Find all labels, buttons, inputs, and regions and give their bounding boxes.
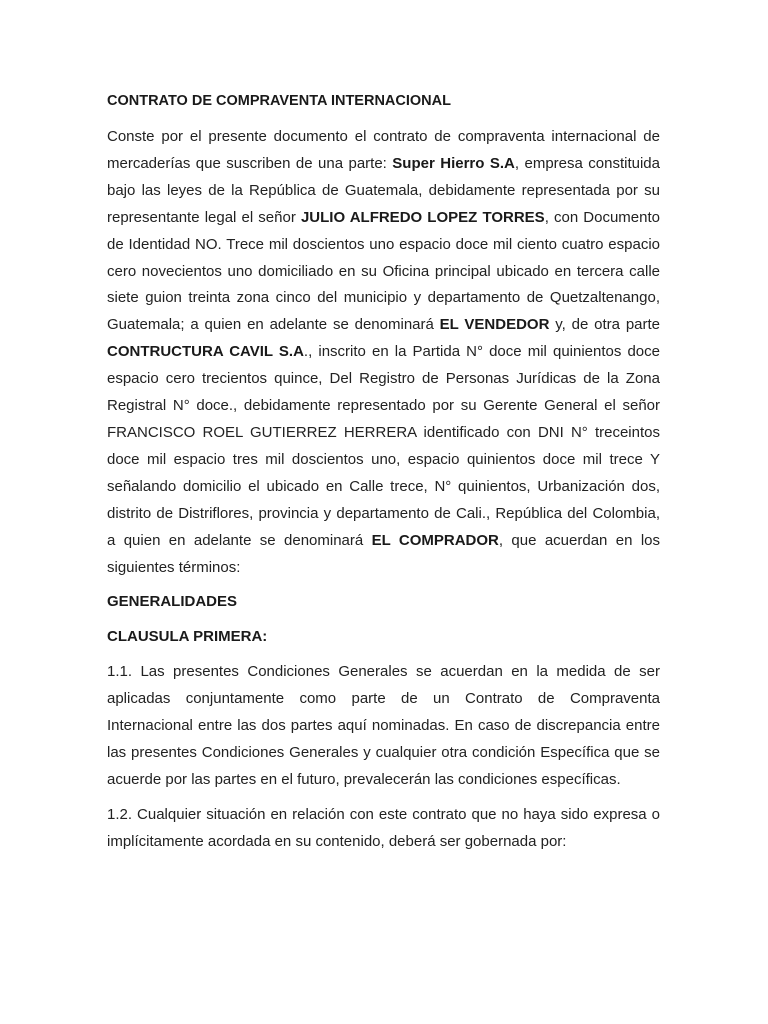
buyer-label: EL COMPRADOR [371, 531, 499, 549]
intro-text-5: ., inscrito en la Partida N° doce mil quinientos doce espacio cero trecientos quince, Del Registro de Personas Jurídicas de la Zona Registral N° doce., debidamente representado por su Gerente General el señor FRANCISCO ROEL GUTIERREZ HERRERA identificado con DNI N° treceintos doce mil espacio tres mil doscientos uno, espacio quinientos doce mil trece Y señalando domicilio el ubicado en Calle trece, N° quinientos, Urbanización dos, distrito de Distriflores, provincia y departamento de Cali., República del Colombia, a quien en adelante se denominará [107, 343, 660, 549]
intro-text-1: Conste por el presente documento el contrato de compraventa internacional de mercaderías que suscriben de una parte: [107, 128, 660, 172]
intro-text-3: , con Documento de Identidad NO. Trece mil doscientos uno espacio doce mil ciento cuatro espacio cero novecientos uno domiciliado en su Oficina principal ubicado en tercera calle siete guion treinta zona cinco del municipio y departamento de Quetzaltenango, Guatemala; a quien en adelante se denominará [107, 208, 660, 334]
intro-text-2: , empresa constituida bajo las leyes de la República de Guatemala, debidamente representada por su representante legal el señor [107, 154, 660, 226]
clause-1-1: 1.1. Las presentes Condiciones Generales se acuerdan en la medida de ser aplicadas conjuntamente como parte de un Contrato de Compraventa Internacional entre las dos partes aquí nominadas. En caso de discrepancia entre las presentes Condiciones Generales y cualquier otra condición Específica que se acuerde por las partes en el futuro, prevalecerán las condiciones específicas. [107, 663, 660, 789]
intro-text-4: y, de otra parte [549, 316, 661, 334]
buyer-company-name: CONTRUCTURA CAVIL S.A [107, 343, 304, 361]
seller-label: EL VENDEDOR [439, 316, 550, 334]
section-heading-clausula-primera: CLAUSULA PRIMERA: [107, 628, 268, 646]
document-page [107, 88, 660, 864]
document-title: CONTRATO DE COMPRAVENTA INTERNACIONAL [107, 93, 451, 109]
clause-1-2: 1.2. Cualquier situación en relación con este contrato que no haya sido expresa o implícitamente acordada en su contenido, deberá ser gobernada por: [107, 805, 660, 850]
intro-paragraph [107, 124, 660, 581]
intro-text-6: , que acuerdan en los siguientes términos: [107, 531, 660, 576]
section-heading-generalidades: GENERALIDADES [107, 593, 238, 611]
seller-company-name: Super Hierro S.A [392, 154, 515, 172]
seller-representative-name: JULIO ALFREDO LOPEZ TORRES [300, 208, 545, 226]
